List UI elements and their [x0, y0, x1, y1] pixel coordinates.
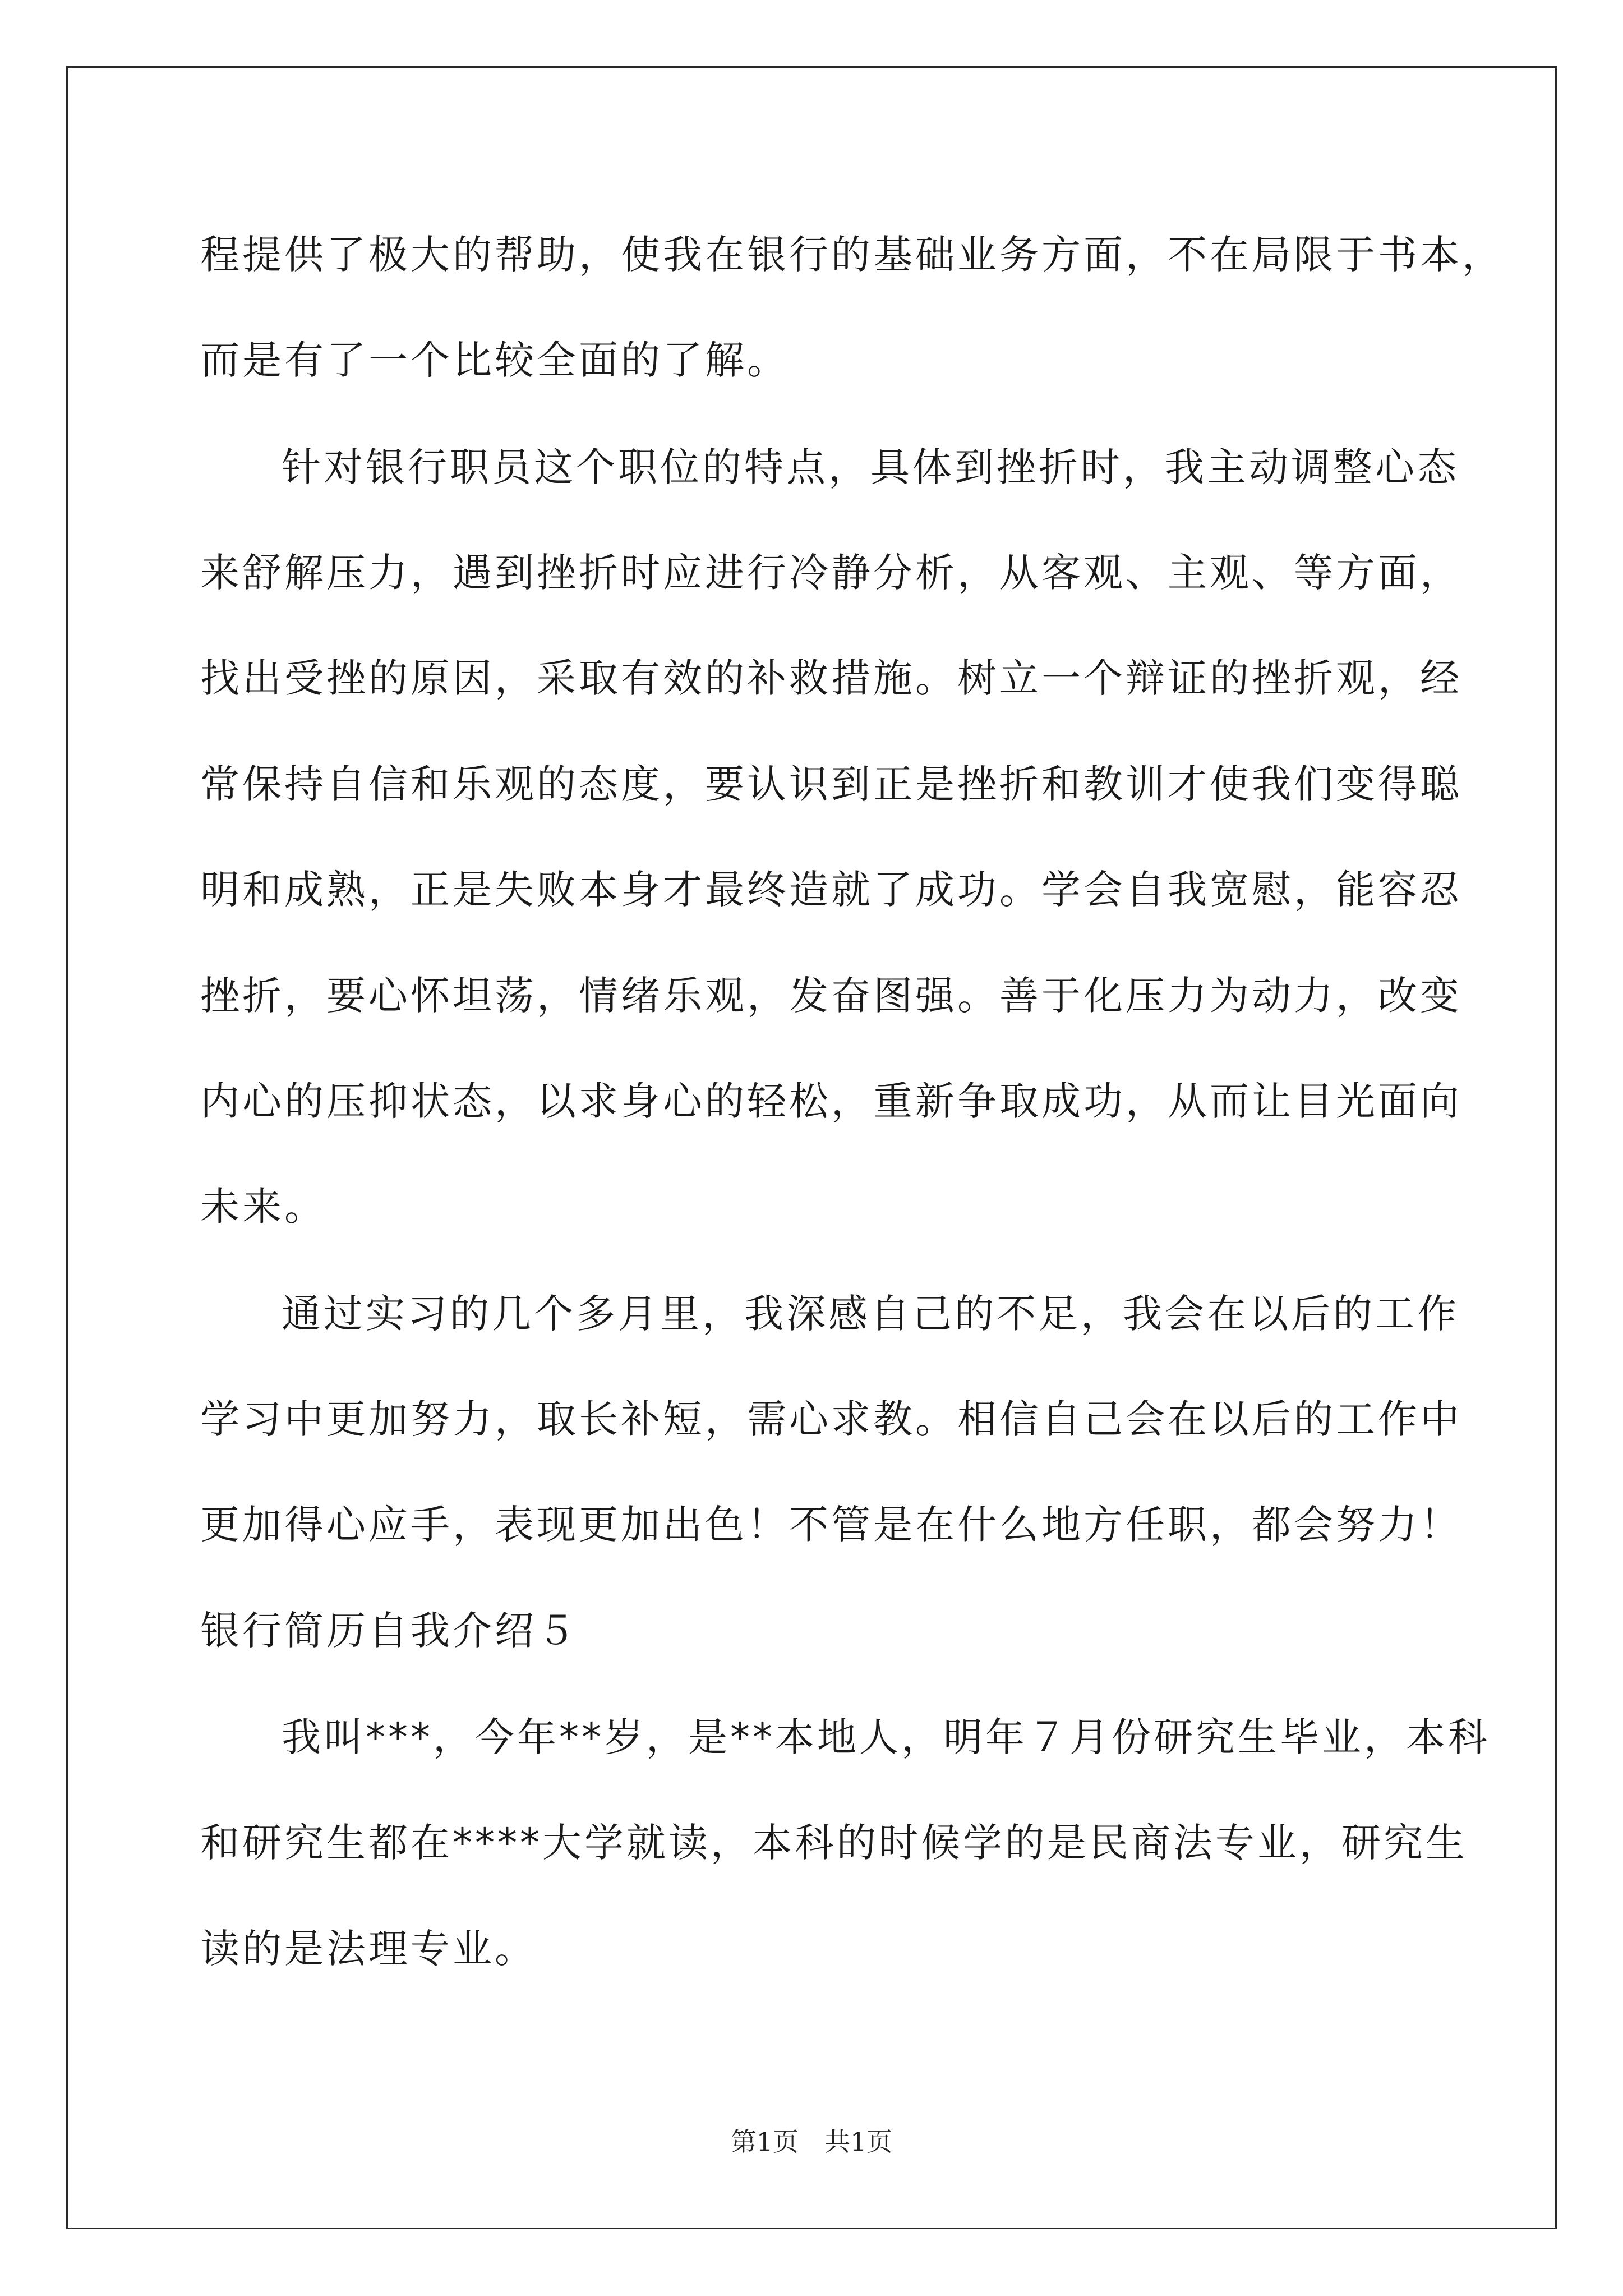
paragraph-4-line-3: 读的是法理专业。 — [200, 1926, 537, 1972]
paragraph-2-line-8: 未来。 — [200, 1184, 326, 1230]
paragraph-3-line-2: 学习中更加努力，取长补短，需心求教。相信自己会在以后的工作中 — [200, 1396, 1462, 1442]
paragraph-4-line-2: 和研究生都在****大学就读，本科的时候学的是民商法专业，研究生 — [200, 1820, 1468, 1866]
paragraph-1-line-2: 而是有了一个比较全面的了解。 — [200, 337, 789, 383]
paragraph-3-line-1: 通过实习的几个多月里，我深感自己的不足，我会在以后的工作 — [282, 1291, 1459, 1337]
page-footer: 第1页 共1页 — [730, 2127, 893, 2157]
section-heading: 银行简历自我介绍５ — [200, 1608, 579, 1654]
page-border — [66, 66, 1557, 2229]
paragraph-3-line-3: 更加得心应手，表现更加出色！不管是在什么地方任职，都会努力！ — [200, 1502, 1462, 1548]
paragraph-2-line-3: 找出受挫的原因，采取有效的补救措施。树立一个辩证的挫折观，经 — [200, 655, 1462, 701]
paragraph-2-line-5: 明和成熟，正是失败本身才最终造就了成功。学会自我宽慰，能容忍 — [200, 867, 1462, 913]
paragraph-2-line-1: 针对银行职员这个职位的特点，具体到挫折时，我主动调整心态 — [282, 444, 1459, 490]
paragraph-2-line-4: 常保持自信和乐观的态度，要认识到正是挫折和教训才使我们变得聪 — [200, 761, 1462, 807]
paragraph-4-line-1: 我叫***，今年**岁，是**本地人，明年７月份研究生毕业，本科 — [282, 1714, 1490, 1760]
paragraph-2-line-6: 挫折，要心怀坦荡，情绪乐观，发奋图强。善于化压力为动力，改变 — [200, 973, 1462, 1019]
paragraph-1-line-1: 程提供了极大的帮助，使我在银行的基础业务方面，不在局限于书本， — [200, 232, 1504, 278]
paragraph-2-line-2: 来舒解压力，遇到挫折时应进行冷静分析，从客观、主观、等方面， — [200, 550, 1462, 596]
paragraph-2-line-7: 内心的压抑状态，以求身心的轻松，重新争取成功，从而让目光面向 — [200, 1078, 1462, 1124]
